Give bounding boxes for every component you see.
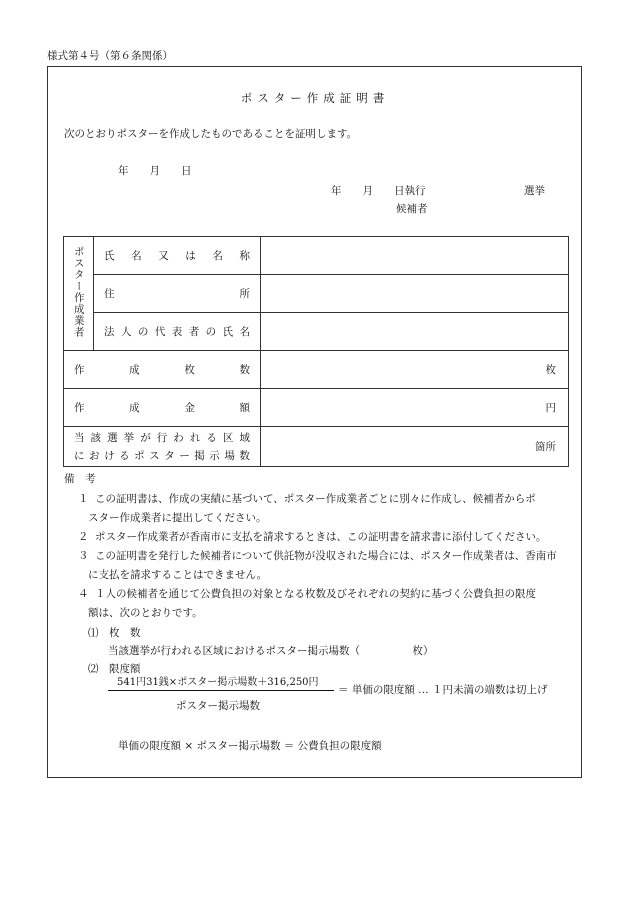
subitem-1-text: 当該選挙が行われる区域におけるポスター掲示場数（ 枚） — [108, 645, 434, 657]
label-char: 人 — [120, 326, 132, 338]
label-char: 名 — [239, 326, 250, 338]
election-date: 年 月 日執行 — [331, 185, 426, 197]
label-char: の — [205, 326, 217, 338]
label-char: お — [89, 449, 100, 462]
label-amount — [64, 400, 260, 415]
value-name — [261, 237, 569, 275]
row-label-amount — [64, 389, 261, 427]
label-char: 成 — [129, 402, 140, 414]
label-char: 称 — [239, 250, 250, 262]
note-1-line1: この証明書は、作成の実績に基づいて、ポスター作成業者ごとに別々に作成し、候補者からポ — [95, 493, 536, 505]
producer-group-text: ポスター作成業者 — [72, 246, 85, 338]
notes-heading: 備 考 — [64, 473, 96, 485]
unit-count: 枚 — [261, 351, 569, 389]
label-char: 氏 — [222, 326, 234, 338]
subitem-2-label: ⑵ 限度額 — [88, 663, 141, 675]
label-char: 代 — [154, 326, 166, 338]
label-char: 当 — [74, 431, 85, 444]
value-address — [261, 275, 569, 313]
label-address — [94, 286, 260, 301]
row-label-name — [94, 237, 261, 275]
label-char: 氏 — [104, 250, 115, 262]
label-char: れ — [189, 431, 201, 444]
note-2-line1: ポスター作成業者が香南市に支払を請求するときは、この証明書を請求書に添付してください。 — [95, 531, 547, 543]
label-char: ー — [179, 449, 190, 462]
table-row — [64, 275, 569, 313]
label-char: 枚 — [184, 364, 195, 376]
label-char: る — [119, 449, 130, 462]
fraction-bar — [108, 690, 334, 691]
label-char: 選 — [107, 431, 118, 444]
subitem-1-label: ⑴ 枚 数 — [88, 627, 141, 639]
formula-denominator: ポスター掲示場数 — [176, 700, 260, 712]
row-label-count — [64, 351, 261, 389]
note-1-number: １ — [78, 493, 89, 505]
unit-amount: 円 — [261, 389, 569, 427]
poster-info-table — [63, 236, 569, 467]
label-char: 示 — [209, 449, 220, 462]
label-count — [64, 362, 260, 377]
label-char: 作 — [74, 364, 85, 376]
label-char: 区 — [222, 431, 234, 444]
formula-total: 単価の限度額 × ポスター掲示場数 ＝ 公費負担の限度額 — [118, 740, 382, 752]
label-char: わ — [173, 431, 184, 444]
label-char: が — [140, 431, 151, 444]
label-char: 掲 — [194, 449, 205, 462]
candidate-label: 候補者 — [396, 203, 428, 215]
label-char: ス — [149, 449, 160, 462]
label-name — [94, 248, 260, 263]
label-char: る — [206, 431, 217, 444]
note-4-number: ４ — [78, 588, 89, 600]
note-2-number: ２ — [78, 531, 89, 543]
label-char: 数 — [239, 449, 250, 462]
label-char: け — [104, 449, 115, 462]
formula-result: ＝ 単価の限度額 … １円未満の端数は切上げ — [338, 684, 548, 696]
label-posting-line2 — [64, 447, 260, 465]
label-posting-line1 — [64, 429, 260, 447]
table-row — [64, 237, 569, 275]
label-char: タ — [164, 449, 175, 462]
formula-numerator: 541円31銭×ポスター掲示場数＋316,250円 — [117, 677, 319, 688]
producer-group-label — [64, 237, 94, 351]
label-char: 又 — [158, 250, 169, 262]
label-char: ポ — [134, 449, 145, 462]
unit-places: 箇所 — [261, 427, 569, 467]
label-char: に — [74, 449, 85, 462]
label-char: 法 — [104, 326, 115, 338]
note-1-line2: スター作成業者に提出してください。 — [88, 512, 267, 524]
row-label-address — [94, 275, 261, 313]
label-char: は — [185, 250, 196, 262]
value-representative — [261, 313, 569, 351]
table-row — [64, 313, 569, 351]
label-char: 域 — [239, 431, 250, 444]
label-char: 名 — [212, 250, 223, 262]
table-row — [64, 427, 569, 467]
label-char: 場 — [224, 449, 235, 462]
label-char: 成 — [129, 364, 140, 376]
note-3-line1: この証明書を発行した候補者について供託物が没収された場合には、ポスター作成業者は、香南市 — [95, 550, 557, 562]
label-char: 住 — [104, 288, 115, 300]
certification-statement: 次のとおりポスターを作成したものであることを証明します。 — [64, 128, 358, 140]
label-char: 金 — [184, 402, 195, 414]
election-name-suffix: 選挙 — [524, 185, 545, 197]
document-title: ポスター作成証明書 — [240, 91, 390, 105]
label-char: の — [137, 326, 149, 338]
label-char: 額 — [239, 402, 250, 414]
label-char: 表 — [171, 326, 183, 338]
row-label-posting-places — [64, 427, 261, 467]
note-3-number: ３ — [78, 550, 89, 562]
label-char: 行 — [156, 431, 168, 444]
form-number: 様式第４号（第６条関係） — [47, 50, 173, 62]
label-char: 者 — [188, 326, 200, 338]
row-label-representative — [94, 313, 261, 351]
label-char: 所 — [239, 288, 250, 300]
table-row — [64, 389, 569, 427]
label-char: 作 — [74, 402, 85, 414]
note-3-line2: に支払を請求することはできません。 — [88, 569, 268, 581]
table-row — [64, 351, 569, 389]
label-char: 該 — [90, 431, 102, 444]
label-char: 数 — [239, 364, 250, 376]
issue-date-line: 年 月 日 — [118, 165, 192, 177]
label-char: 名 — [131, 250, 142, 262]
label-representative — [94, 324, 260, 339]
note-4-line1: １人の候補者を通じて公費負担の対象となる枚数及びそれぞれの契約に基づく公費負担の限度 — [95, 588, 536, 600]
label-char: 挙 — [123, 431, 135, 444]
note-4-line2: 額は、次のとおりです。 — [88, 607, 203, 619]
